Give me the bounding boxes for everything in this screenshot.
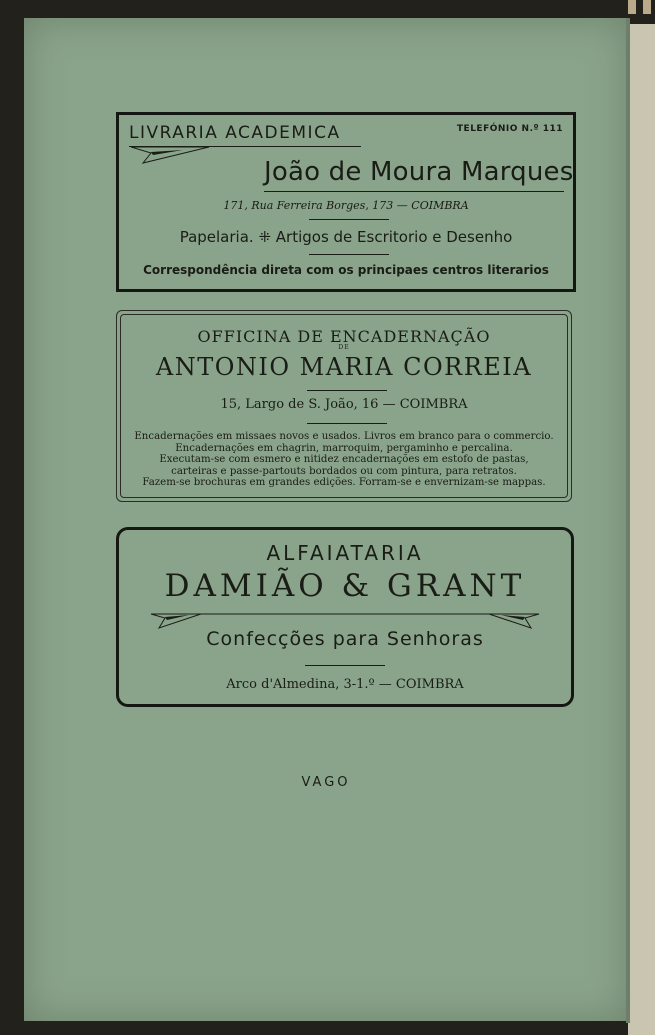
ad3-heading: ALFAIATARIA — [266, 541, 424, 565]
ad2-divider — [307, 423, 387, 424]
ad2-description-line: carteiras e passe-partouts bordados ou com pintura, para retratos. — [171, 465, 517, 477]
ad3-divider — [305, 665, 385, 666]
page-binding-edge — [626, 18, 630, 1023]
ad2-description — [117, 431, 571, 489]
ad3-address: Arco d'Almedina, 3-1.º — COIMBRA — [226, 677, 464, 692]
ad2-proprietor: ANTONIO MARIA CORREIA — [155, 353, 533, 381]
damiao-grant-ad — [116, 527, 574, 707]
ad1-address: 171, Rua Ferreira Borges, 173 — COIMBRA — [223, 199, 469, 212]
ad1-services: Papelaria. ⁜ Artigos de Escritorio e Desenho — [179, 228, 513, 246]
ad1-telephone: TELEFÓNIO N.º 111 — [456, 124, 563, 134]
ad2-divider — [307, 390, 387, 391]
ad2-heading: OFFICINA DE ENCADERNAÇÃO — [197, 327, 491, 346]
corner-mark — [643, 0, 651, 14]
ad2-address: 15, Largo de S. João, 16 — COIMBRA — [220, 397, 468, 412]
ad1-header: LIVRARIA ACADEMICA — [129, 123, 341, 143]
livraria-academica-ad — [116, 112, 576, 292]
ad1-proprietor-rule — [264, 191, 564, 192]
adjacent-page-edge — [628, 24, 655, 1035]
vacant-space-label: VAGO — [301, 775, 351, 790]
ad2-description-line: Encadernações em chagrin, marroquim, pergaminho e percalina. — [175, 442, 513, 454]
ad1-divider — [309, 254, 389, 255]
ornament-arrow-icon — [131, 147, 211, 165]
ad3-name: DAMIÃO & GRANT — [164, 568, 526, 604]
ad2-description-line: Fazem-se brochuras em grandes edições. Forram-se e envernizam-se mappas. — [142, 477, 546, 488]
ad1-proprietor: João de Moura Marques — [264, 157, 574, 187]
corner-mark — [628, 0, 636, 14]
ad3-tagline: Confecções para Senhoras — [206, 628, 484, 650]
ad1-divider — [309, 219, 389, 220]
ad2-connector: DE — [338, 344, 350, 351]
officina-encadernacao-ad — [116, 310, 572, 502]
ad1-correspondence: Correspondência direta com os principaes centros literarios — [143, 263, 549, 277]
ad2-description-line: Executam-se com esmero e nitidez encadernações em estofo de pastas, — [159, 454, 529, 465]
ad2-description-line: Encadernações em missaes novos e usados. Livros em branco para o commercio. — [134, 431, 554, 442]
